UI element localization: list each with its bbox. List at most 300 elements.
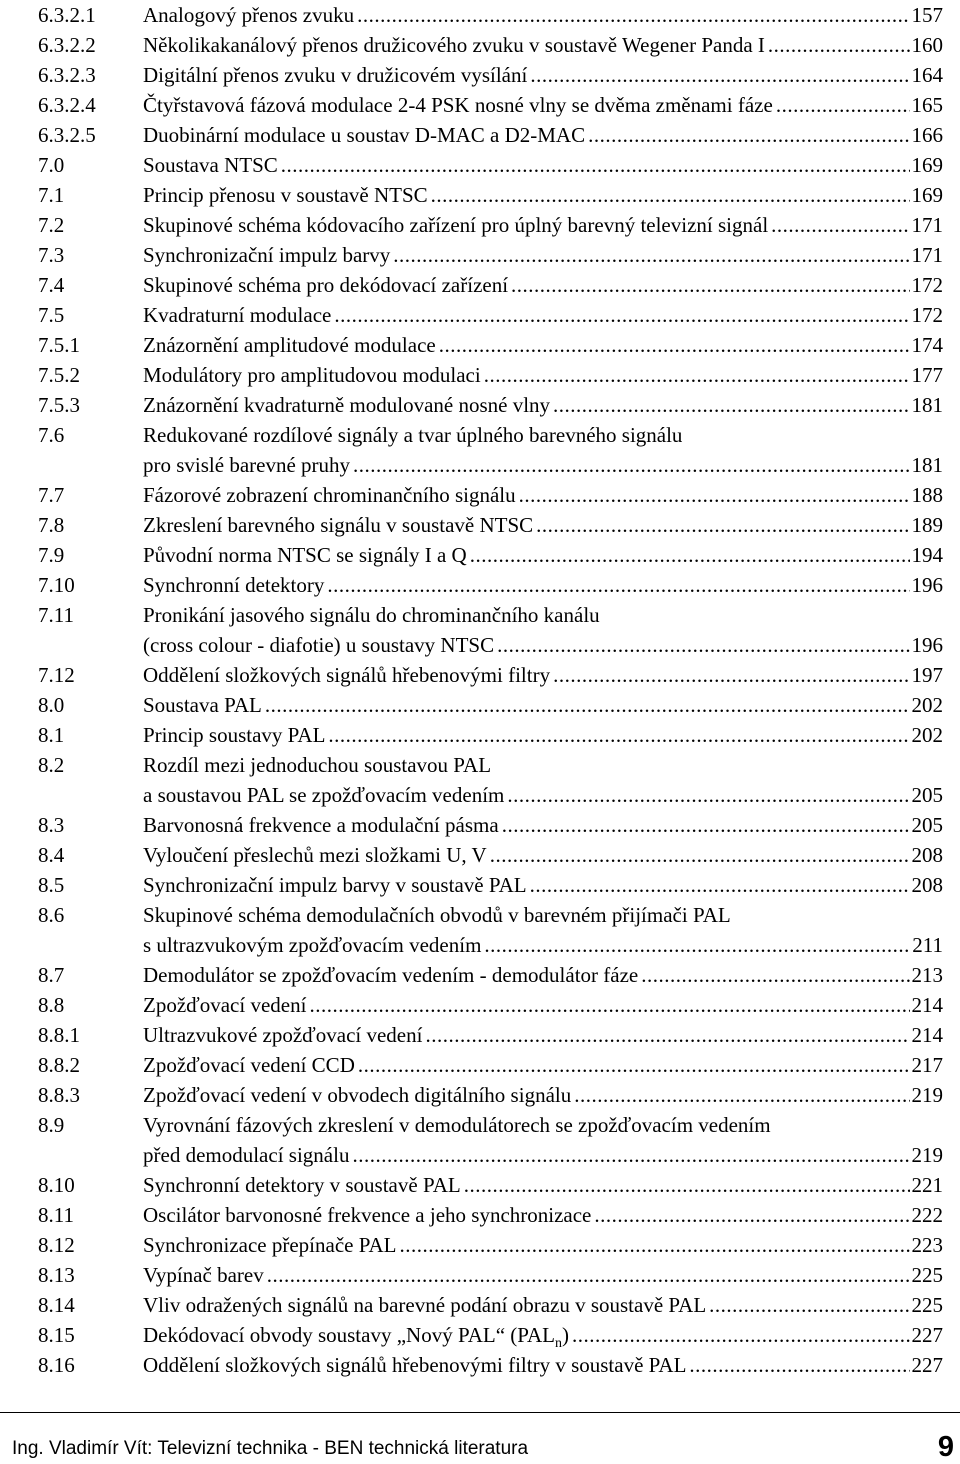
dot-leader	[281, 150, 910, 180]
toc-title	[143, 1170, 461, 1200]
toc-page-number: 227	[911, 1323, 943, 1347]
dot-leader	[536, 510, 909, 540]
toc-number: 6.3.2.1	[38, 3, 96, 27]
toc-line-continuation	[38, 450, 943, 480]
toc-title	[143, 1080, 571, 1110]
toc-number: 8.8.2	[38, 1053, 80, 1077]
toc-line	[38, 360, 943, 390]
toc-number: 8.15	[38, 1323, 75, 1347]
toc-line	[38, 1020, 943, 1050]
toc-title-text: Analogový přenos zvuku	[143, 3, 355, 27]
dot-leader	[768, 30, 910, 60]
toc-number: 7.5.3	[38, 393, 80, 417]
toc-line	[38, 1230, 943, 1260]
toc-line	[38, 60, 943, 90]
toc-page-number: 214	[911, 1023, 943, 1047]
toc-line-continuation	[38, 930, 943, 960]
toc-line	[38, 270, 943, 300]
toc-title	[143, 660, 550, 690]
toc-entry	[38, 960, 943, 990]
dot-leader	[464, 1170, 910, 1200]
toc-title	[143, 840, 487, 870]
toc-title-text: pro svislé barevné pruhy	[143, 453, 351, 477]
toc-line	[38, 300, 943, 330]
toc-entry	[38, 180, 943, 210]
toc-entry	[38, 240, 943, 270]
toc-line	[38, 840, 943, 870]
toc-title-text: Oddělení složkových signálů hřebenovými filtry	[143, 663, 551, 687]
toc-number: 8.4	[38, 843, 65, 867]
toc-title	[143, 390, 550, 420]
toc-title	[143, 60, 527, 90]
toc-number: 7.8	[38, 513, 65, 537]
toc-entry	[38, 810, 943, 840]
toc-title	[143, 900, 731, 930]
toc-title-text: Synchronní detektory v soustavě PAL	[143, 1173, 461, 1197]
toc-number: 7.5.2	[38, 363, 80, 387]
toc-line	[38, 180, 943, 210]
toc-title	[143, 330, 436, 360]
toc-line	[38, 960, 943, 990]
toc-title-text: Fázorové zobrazení chrominančního signálu	[143, 483, 516, 507]
toc-title-text: Ultrazvukové zpožďovací vedení	[143, 1023, 423, 1047]
toc-title	[143, 480, 516, 510]
toc-entry	[38, 120, 943, 150]
toc-entry	[38, 1260, 943, 1290]
toc-page-number: 221	[911, 1173, 943, 1197]
toc-page-number: 169	[911, 183, 943, 207]
dot-leader	[358, 1050, 910, 1080]
toc-title-text: Demodulátor se zpožďovacím vedením - demodulátor fáze	[143, 963, 639, 987]
toc-entry	[38, 360, 943, 390]
toc-line	[38, 540, 943, 570]
toc-title-text: s ultrazvukovým zpožďovacím vedením	[143, 933, 482, 957]
toc-number: 6.3.2.5	[38, 123, 96, 147]
toc-page-number: 166	[911, 123, 943, 147]
toc-title	[143, 270, 508, 300]
toc-title	[143, 1350, 686, 1380]
toc-title	[143, 870, 527, 900]
dot-leader	[425, 1020, 909, 1050]
toc-number: 6.3.2.3	[38, 63, 96, 87]
toc-page-number: 205	[911, 813, 943, 837]
toc-line	[38, 210, 943, 240]
toc-line	[38, 1110, 943, 1140]
toc-number: 8.3	[38, 813, 65, 837]
toc-title	[143, 450, 350, 480]
toc-line	[38, 900, 943, 930]
toc-line	[38, 390, 943, 420]
toc-line-continuation	[38, 1140, 943, 1170]
toc-title	[143, 600, 600, 630]
dot-leader	[519, 480, 910, 510]
toc-entry	[38, 750, 943, 810]
dot-leader	[771, 210, 909, 240]
toc-page-number: 205	[911, 783, 943, 807]
toc-title	[143, 300, 331, 330]
dot-leader	[431, 180, 910, 210]
toc-number: 8.10	[38, 1173, 75, 1197]
toc-title-text: Zkreslení barevného signálu v soustavě NTSC	[143, 513, 534, 537]
toc-page-number: 194	[911, 543, 943, 567]
toc-number: 8.13	[38, 1263, 75, 1287]
toc-title	[143, 930, 481, 960]
toc-entry	[38, 480, 943, 510]
toc-line	[38, 660, 943, 690]
toc-title-text: Zpožďovací vedení	[143, 993, 307, 1017]
toc-number: 8.11	[38, 1203, 74, 1227]
toc-number: 8.7	[38, 963, 65, 987]
toc-entry	[38, 1320, 943, 1350]
toc-entry	[38, 270, 943, 300]
toc-number: 7.1	[38, 183, 65, 207]
dot-leader	[334, 300, 909, 330]
toc-title-text: Princip přenosu v soustavě NTSC	[143, 183, 428, 207]
toc-number: 8.16	[38, 1353, 75, 1377]
footer-citation: Ing. Vladimír Vít: Televizní technika - BEN technická literatura	[12, 1438, 529, 1459]
dot-leader	[641, 960, 909, 990]
toc-title-text: Synchronní detektory	[143, 573, 325, 597]
toc-title	[143, 1020, 422, 1050]
toc-number: 7.3	[38, 243, 65, 267]
dot-leader	[511, 270, 909, 300]
toc-number: 7.2	[38, 213, 65, 237]
toc-number: 8.8	[38, 993, 65, 1017]
toc-page-number: 160	[911, 33, 943, 57]
toc-title-text: Vliv odražených signálů na barevné podání obrazu v soustavě PAL	[143, 1293, 707, 1317]
toc-page-number: 196	[911, 573, 943, 597]
toc-entry	[38, 1200, 943, 1230]
toc-number: 7.5	[38, 303, 65, 327]
toc-title-text: před demodulací signálu	[143, 1143, 350, 1167]
toc-entry	[38, 30, 943, 60]
toc-page-number: 165	[911, 93, 943, 117]
toc-title-text: Synchronizační impulz barvy v soustavě PAL	[143, 873, 527, 897]
toc-entry	[38, 90, 943, 120]
toc-line-continuation	[38, 780, 943, 810]
dot-leader	[588, 120, 909, 150]
toc-title-text: Čtyřstavová fázová modulace 2-4 PSK nosné vlny se dvěma změnami fáze	[143, 93, 773, 117]
toc-entry	[38, 990, 943, 1020]
toc-line-continuation	[38, 630, 943, 660]
toc-title	[143, 1290, 706, 1320]
toc-number: 8.2	[38, 753, 65, 777]
toc-title-text: Rozdíl mezi jednoduchou soustavou PAL	[143, 753, 492, 777]
toc-page-number: 208	[911, 843, 943, 867]
toc-title-text: Modulátory pro amplitudovou modulaci	[143, 363, 481, 387]
toc-line	[38, 1080, 943, 1110]
toc-title	[143, 30, 765, 60]
toc-line	[38, 330, 943, 360]
toc-title-text: Původní norma NTSC se signály I a Q	[143, 543, 467, 567]
dot-leader	[393, 240, 909, 270]
toc-title	[143, 1050, 355, 1080]
toc-page-number: 219	[911, 1143, 943, 1167]
toc-number: 7.6	[38, 423, 65, 447]
toc-page-number: 172	[911, 273, 943, 297]
toc-title-text: Barvonosná frekvence a modulační pásma	[143, 813, 499, 837]
toc-page-number: 202	[911, 693, 943, 717]
toc-page-number: 213	[911, 963, 943, 987]
toc-page-number: 181	[911, 393, 943, 417]
toc-line	[38, 870, 943, 900]
toc-page-number: 225	[911, 1293, 943, 1317]
toc-title-text: (cross colour - diafotie) u soustavy NTSC	[143, 633, 495, 657]
toc-title	[143, 0, 354, 30]
toc-title	[143, 1110, 771, 1140]
toc-entry	[38, 1020, 943, 1050]
toc-entry	[38, 600, 943, 660]
toc-title-text: a soustavou PAL se zpožďovacím vedením	[143, 783, 505, 807]
toc-line	[38, 600, 943, 630]
toc-entry	[38, 660, 943, 690]
toc-line	[38, 480, 943, 510]
toc-title	[143, 1260, 264, 1290]
toc-title-text: Skupinové schéma kódovacího zařízení pro úplný barevný televizní signál	[143, 213, 769, 237]
toc-title	[143, 510, 533, 540]
toc-line	[38, 1200, 943, 1230]
toc-entry	[38, 540, 943, 570]
toc-title-text: Kvadraturní modulace	[143, 303, 332, 327]
toc-line	[38, 30, 943, 60]
toc-page-number: 188	[911, 483, 943, 507]
toc-title-text: Synchronizace přepínače PAL	[143, 1233, 397, 1257]
toc-page-number: 223	[911, 1233, 943, 1257]
toc-title-text: Digitální přenos zvuku v družicovém vysílání	[143, 63, 528, 87]
toc-line	[38, 720, 943, 750]
toc-title	[143, 150, 278, 180]
toc-title-text: Vypínač barev	[143, 1263, 264, 1287]
toc-line	[38, 1350, 943, 1380]
toc-entry	[38, 1230, 943, 1260]
toc-title-text: Znázornění kvadraturně modulované nosné vlny	[143, 393, 551, 417]
toc-page-number: 196	[911, 633, 943, 657]
dot-leader	[357, 0, 909, 30]
toc-entry	[38, 0, 943, 30]
dot-leader	[594, 1200, 909, 1230]
toc-title	[143, 960, 638, 990]
toc-title	[143, 210, 768, 240]
toc-title	[143, 240, 390, 270]
dot-leader	[572, 1320, 909, 1350]
dot-leader	[399, 1230, 909, 1260]
toc-line	[38, 1260, 943, 1290]
table-of-contents	[38, 0, 943, 1380]
toc-title	[143, 420, 682, 450]
toc-number: 7.11	[38, 603, 74, 627]
toc-entry	[38, 330, 943, 360]
toc-entry	[38, 1080, 943, 1110]
toc-number: 8.0	[38, 693, 65, 717]
toc-title	[143, 1140, 349, 1170]
toc-title-text: Vyloučení přeslechů mezi složkami U, V	[143, 843, 487, 867]
toc-line	[38, 990, 943, 1020]
toc-entry	[38, 1050, 943, 1080]
toc-line	[38, 1170, 943, 1200]
toc-title-text: Soustava PAL	[143, 693, 262, 717]
toc-entry	[38, 390, 943, 420]
toc-title-text: Soustava NTSC	[143, 153, 278, 177]
toc-page-number: 171	[911, 243, 943, 267]
toc-entry	[38, 870, 943, 900]
toc-page-number: 217	[911, 1053, 943, 1077]
toc-entry	[38, 1110, 943, 1170]
toc-title	[143, 1230, 396, 1260]
toc-title-text: Znázornění amplitudové modulace	[143, 333, 436, 357]
toc-number: 7.0	[38, 153, 65, 177]
dot-leader	[530, 870, 910, 900]
toc-line	[38, 240, 943, 270]
toc-title-text: Synchronizační impulz barvy	[143, 243, 391, 267]
toc-title	[143, 1320, 569, 1350]
toc-title-subscript: n	[555, 1336, 563, 1352]
dot-leader	[484, 930, 910, 960]
toc-entry	[38, 900, 943, 960]
toc-line	[38, 1320, 943, 1350]
toc-title	[143, 990, 306, 1020]
toc-page-number: 219	[911, 1083, 943, 1107]
toc-line	[38, 90, 943, 120]
toc-line	[38, 810, 943, 840]
toc-title	[143, 1200, 591, 1230]
dot-leader	[353, 450, 909, 480]
toc-entry	[38, 300, 943, 330]
toc-number: 8.9	[38, 1113, 65, 1137]
toc-page-number: 171	[911, 213, 943, 237]
toc-page-number: 169	[911, 153, 943, 177]
dot-leader	[553, 660, 909, 690]
toc-page-number: 227	[911, 1353, 943, 1377]
toc-entry	[38, 1290, 943, 1320]
dot-leader	[328, 720, 909, 750]
toc-title-text: Několikakanálový přenos družicového zvuku v soustavě Wegener Panda I	[143, 33, 765, 57]
dot-leader	[484, 360, 910, 390]
toc-page-number: 208	[911, 873, 943, 897]
toc-entry	[38, 570, 943, 600]
toc-page-number: 181	[911, 453, 943, 477]
toc-number: 7.7	[38, 483, 65, 507]
toc-entry	[38, 420, 943, 480]
toc-title	[143, 690, 262, 720]
toc-line	[38, 690, 943, 720]
toc-title	[143, 780, 504, 810]
footer-page-number: 9	[937, 1431, 954, 1463]
toc-title-text: Skupinové schéma pro dekódovací zařízení	[143, 273, 509, 297]
toc-number: 8.5	[38, 873, 65, 897]
toc-number: 6.3.2.2	[38, 33, 96, 57]
toc-page-number: 214	[911, 993, 943, 1017]
dot-leader	[439, 330, 910, 360]
toc-number: 7.10	[38, 573, 75, 597]
toc-line	[38, 570, 943, 600]
toc-title-text: Pronikání jasového signálu do chrominančního kanálu	[143, 603, 600, 627]
toc-page-number: 197	[911, 663, 943, 687]
toc-line	[38, 1290, 943, 1320]
toc-line	[38, 0, 943, 30]
toc-title-text: Oscilátor barvonosné frekvence a jeho synchronizace	[143, 1203, 592, 1227]
toc-entry	[38, 720, 943, 750]
toc-title-text: Princip soustavy PAL	[143, 723, 326, 747]
toc-entry	[38, 690, 943, 720]
dot-leader	[507, 780, 909, 810]
toc-title	[143, 750, 491, 780]
toc-entry	[38, 1350, 943, 1380]
toc-number: 8.8.3	[38, 1083, 80, 1107]
dot-leader	[265, 690, 910, 720]
dot-leader	[574, 1080, 909, 1110]
toc-number: 7.4	[38, 273, 65, 297]
dot-leader	[709, 1290, 909, 1320]
toc-page-number: 222	[911, 1203, 943, 1227]
toc-title	[143, 570, 324, 600]
toc-page-number: 225	[911, 1263, 943, 1287]
toc-title	[143, 540, 467, 570]
toc-number: 7.9	[38, 543, 65, 567]
toc-title	[143, 360, 481, 390]
dot-leader	[530, 60, 909, 90]
toc-page-number: 202	[911, 723, 943, 747]
toc-line	[38, 420, 943, 450]
toc-number: 7.12	[38, 663, 75, 687]
toc-number: 8.8.1	[38, 1023, 80, 1047]
toc-title	[143, 90, 773, 120]
dot-leader	[689, 1350, 909, 1380]
dot-leader	[490, 840, 910, 870]
toc-title-text: Vyrovnání fázových zkreslení v demodulátorech se zpožďovacím vedením	[143, 1113, 771, 1137]
toc-entry	[38, 210, 943, 240]
toc-title-text: Oddělení složkových signálů hřebenovými filtry v soustavě PAL	[143, 1353, 687, 1377]
toc-line	[38, 750, 943, 780]
toc-page-number: 211	[912, 933, 943, 957]
toc-entry	[38, 60, 943, 90]
toc-number: 8.6	[38, 903, 65, 927]
toc-line	[38, 120, 943, 150]
toc-title	[143, 630, 494, 660]
dot-leader	[309, 990, 909, 1020]
toc-page-number: 157	[911, 3, 943, 27]
toc-title-text: Dekódovací obvody soustavy „Nový PAL“ (PAL	[143, 1323, 556, 1347]
dot-leader	[352, 1140, 909, 1170]
toc-number: 8.12	[38, 1233, 75, 1257]
dot-leader	[553, 390, 909, 420]
toc-title-suffix: )	[562, 1323, 570, 1347]
toc-page-number: 174	[911, 333, 943, 357]
toc-line	[38, 510, 943, 540]
toc-number: 8.14	[38, 1293, 75, 1317]
toc-line	[38, 1050, 943, 1080]
toc-title	[143, 810, 499, 840]
dot-leader	[327, 570, 909, 600]
dot-leader	[470, 540, 910, 570]
toc-number: 6.3.2.4	[38, 93, 96, 117]
toc-entry	[38, 510, 943, 540]
toc-page-number: 172	[911, 303, 943, 327]
toc-title	[143, 180, 428, 210]
toc-page-number: 177	[911, 363, 943, 387]
toc-title-text: Redukované rozdílové signály a tvar úplného barevného signálu	[143, 423, 683, 447]
toc-entry	[38, 150, 943, 180]
toc-entry	[38, 1170, 943, 1200]
toc-title-text: Zpožďovací vedení v obvodech digitálního signálu	[143, 1083, 572, 1107]
toc-page-number: 189	[911, 513, 943, 537]
dot-leader	[776, 90, 910, 120]
toc-line	[38, 150, 943, 180]
toc-title-text: Duobinární modulace u soustav D-MAC a D2-MAC	[143, 123, 586, 147]
toc-number: 7.5.1	[38, 333, 80, 357]
toc-title-text: Skupinové schéma demodulačních obvodů v barevném přijímači PAL	[143, 903, 731, 927]
toc-title	[143, 720, 325, 750]
toc-title	[143, 120, 585, 150]
